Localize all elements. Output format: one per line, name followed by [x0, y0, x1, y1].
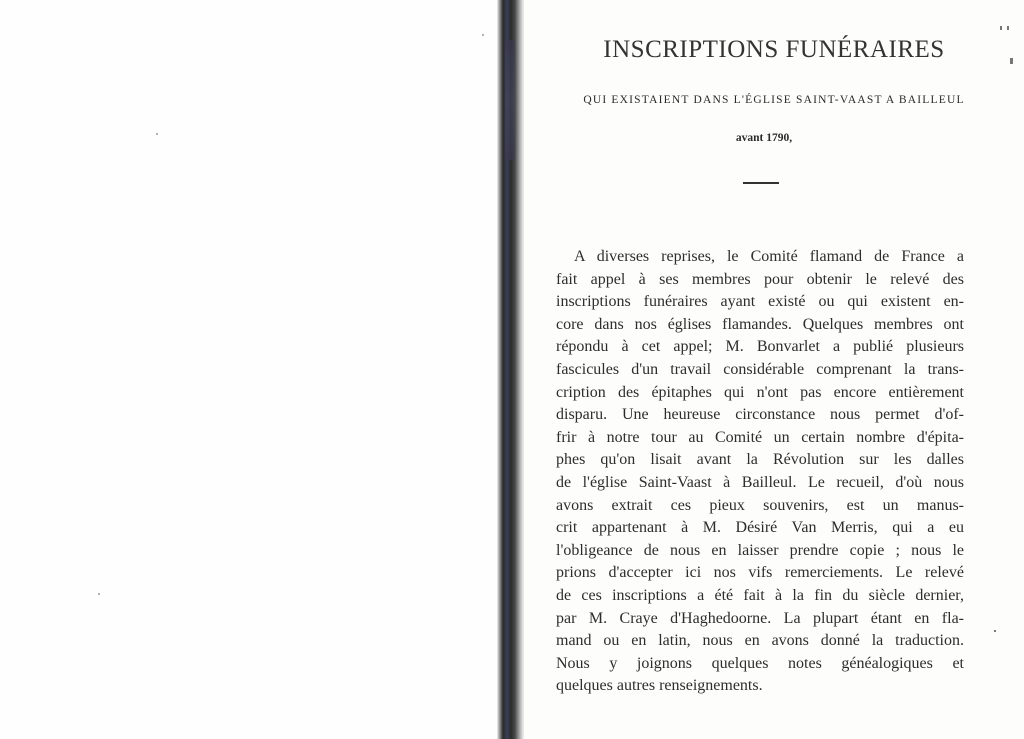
text-line: A diverses reprises, le Comité flamand de France a: [574, 248, 964, 265]
text-line: mand ou en latin, nous en avons donné la traduction.: [556, 632, 964, 650]
text-line: disparu. Une heureuse circonstance nous permet d'of-: [556, 406, 964, 424]
text-line: prions d'accepter ici nos vifs remerciements. Le relevé: [556, 564, 964, 582]
text-line: cription des épitaphes qui n'ont pas encore entièrement: [556, 383, 964, 401]
text-line: l'obligeance de nous en laisser prendre copie ; nous le: [556, 541, 964, 559]
right-page: [524, 0, 1024, 739]
paper-speck: [98, 593, 100, 595]
page-subtitle: QUI EXISTAIENT DANS L'ÉGLISE SAINT-VAAST A BAILLEUL: [583, 94, 965, 106]
paper-speck: [156, 133, 158, 135]
text-line: fascicules d'un travail considérable comprenant la trans-: [556, 360, 964, 378]
text-line: de ces inscriptions a été fait à la fin du siècle dernier,: [556, 586, 964, 604]
page-title: INSCRIPTIONS FUNÉRAIRES: [603, 36, 945, 63]
margin-mark: [1010, 58, 1013, 64]
body-paragraph: [556, 246, 964, 698]
margin-mark: [1000, 26, 1002, 30]
left-page-blank: [0, 0, 497, 739]
section-divider: [743, 182, 779, 184]
margin-mark: [994, 630, 996, 632]
text-line: frir à notre tour au Comité un certain nombre d'épita-: [556, 428, 964, 446]
text-line: avons extrait ces pieux souvenirs, est un manus-: [556, 496, 964, 514]
text-line: répondu à cet appel; M. Bonvarlet a publié plusieurs: [556, 338, 964, 356]
text-line: fait appel à ses membres pour obtenir le relevé des: [556, 270, 964, 288]
gutter-shadow: [505, 40, 515, 160]
margin-mark: [1007, 26, 1009, 30]
paper-speck: [482, 34, 484, 36]
text-line: de l'église Saint-Vaast à Bailleul. Le recueil, d'où nous: [556, 473, 964, 491]
text-line: inscriptions funéraires ayant existé ou qui existent en-: [556, 293, 964, 311]
text-line: quelques autres renseignements.: [556, 677, 763, 695]
text-line: phes qu'on lisait avant la Révolution sur les dalles: [556, 451, 964, 469]
text-line: Nous y joignons quelques notes généalogiques et: [556, 654, 964, 672]
text-line: core dans nos églises flamandes. Quelques membres ont: [556, 315, 964, 333]
date-line: avant 1790,: [735, 132, 793, 144]
text-line: crit appartenant à M. Désiré Van Merris, qui a eu: [556, 519, 964, 537]
text-line: par M. Craye d'Haghedoorne. La plupart étant en fla-: [556, 609, 964, 627]
